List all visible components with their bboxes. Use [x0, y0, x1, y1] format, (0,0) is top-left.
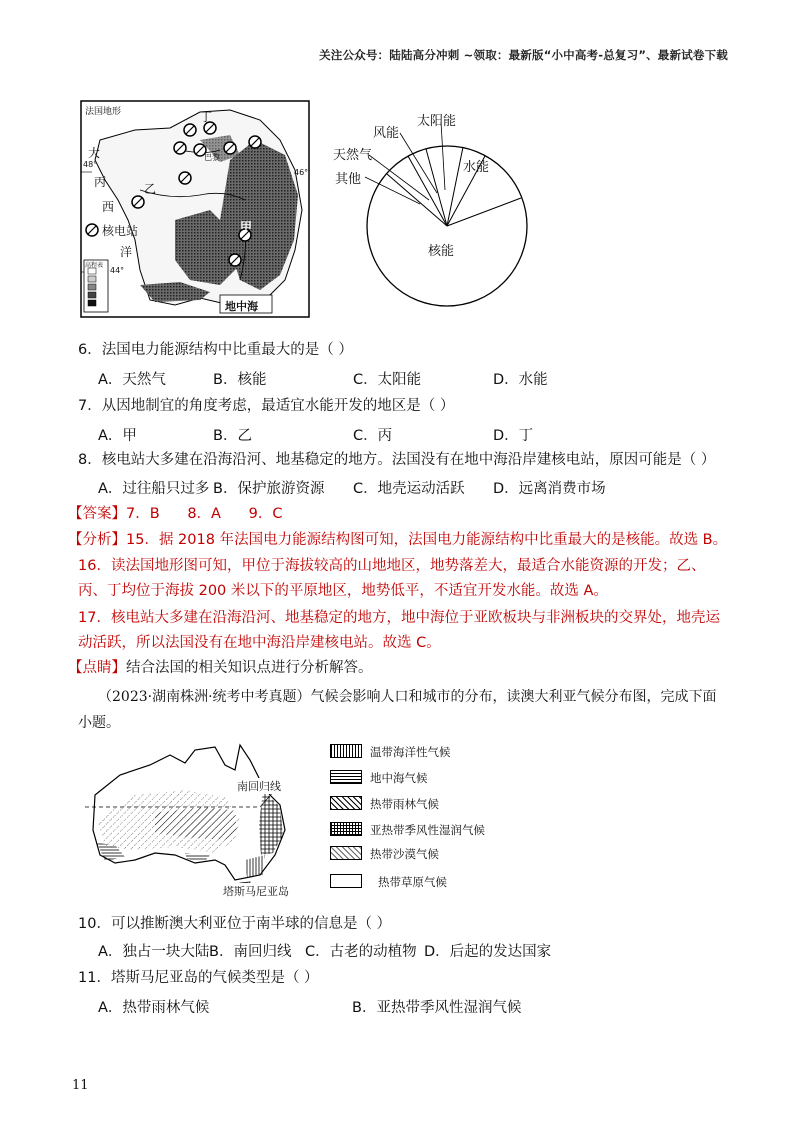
inset-title: 法国地形 — [85, 107, 122, 117]
q11-option-b: B．亚热带季风性湿润气候 — [352, 1000, 522, 1016]
label-ding: 丁 — [200, 110, 213, 124]
question-8: 8．核电站大多建在沿海沿河、地基稳定的地方。法国没有在地中海沿岸建核电站，原因可能是（ ） — [78, 452, 716, 468]
q8-option-c: C．地壳运动活跃 — [353, 481, 465, 497]
q7-option-d: D．丁 — [493, 428, 534, 444]
label-heidianzhan: 核电站 — [102, 224, 139, 238]
question-10: 10．可以推断澳大利亚位于南半球的信息是（ ） — [78, 916, 392, 932]
label-xi: 西 — [102, 200, 115, 214]
legend-swatch-mediterranean — [330, 770, 362, 784]
label-lat44: 44° — [110, 266, 125, 275]
intro-line-2: 小题。 — [78, 715, 120, 731]
france-map-svg — [80, 100, 310, 318]
analysis-tag: 【分析】 — [68, 532, 126, 548]
label-tasmania: 塔斯马尼亚岛 — [223, 885, 289, 898]
q10-option-c: C．古老的动植物 — [305, 944, 417, 960]
legend-subtropical: 亚热带季风性湿润气候 — [370, 823, 485, 837]
label-lat46: 46° — [294, 168, 309, 177]
q8-option-a: A．过往船只过多 — [98, 481, 210, 497]
q7-option-a: A．甲 — [98, 428, 137, 444]
intro-line-1: （2023·湖南株洲·统考中考真题）气候会影响人口和城市的分布，读澳大利亚气候分布图，完成下面 — [98, 689, 717, 705]
q6-option-d: D．水能 — [493, 372, 548, 388]
page-header: 关注公众号：陆陆高分冲刺 ~领取：最新版“小中高考-总复习”、最新试卷下载 — [319, 48, 728, 62]
question-6: 6．法国电力能源结构中比重最大的是（ ） — [78, 342, 353, 358]
answer-text: 7．B 8．A 9．C — [126, 506, 283, 522]
legend-swatch-rainforest — [330, 796, 362, 810]
question-11: 11．塔斯马尼亚岛的气候类型是（ ） — [78, 970, 319, 986]
legend-swatch-savanna — [330, 874, 362, 888]
q6-option-b: B．核能 — [213, 372, 267, 388]
legend-swatch-temperate — [330, 744, 362, 758]
label-jia: 甲 — [240, 220, 253, 234]
q10-option-a: A．独占一块大陆 — [98, 944, 210, 960]
answer-line — [68, 504, 282, 524]
pie-label-solar: 太阳能 — [417, 114, 457, 129]
analysis-16: 16．读法国地形图可知，甲位于海拔较高的山地地区，地势落差大，最适合水能资源的开发；乙、丙、丁均位于海拔 200 米以下的平原地区，地势低平，不适宜开发水能。故选 A。 — [78, 558, 706, 599]
label-tropic: 南回归线 — [237, 780, 281, 793]
label-yang: 洋 — [120, 245, 133, 259]
legend-savanna: 热带草原气候 — [378, 875, 447, 889]
legend-mediterranean: 地中海气候 — [370, 771, 428, 785]
q7-option-b: B．乙 — [213, 428, 252, 444]
comment-line — [68, 658, 373, 678]
q7-option-c: C．丙 — [353, 428, 393, 444]
france-terrain-map — [80, 100, 310, 318]
label-yi: 乙 — [144, 182, 157, 196]
comment-tag: 【点睛】 — [68, 660, 126, 676]
legend-temperate: 温带海洋性气候 — [370, 745, 451, 759]
pie-label-other: 其他 — [335, 172, 362, 187]
label-dizhonghai: 地中海 — [225, 300, 258, 313]
label-lat48: 48° — [83, 160, 98, 169]
q6-option-a: A．天然气 — [98, 372, 166, 388]
label-bali: 巴黎 — [204, 153, 220, 162]
legend-swatch-desert — [330, 846, 362, 860]
analysis-15-text: 15．据 2018 年法国电力能源结构图可知，法国电力能源结构中比重最大的是核能。故选 B。 — [126, 532, 728, 548]
q8-option-b: B．保护旅游资源 — [213, 481, 325, 497]
pie-label-wind: 风能 — [373, 126, 400, 141]
label-bing: 丙 — [94, 175, 107, 189]
q10-option-b: B．南回归线 — [209, 944, 292, 960]
q6-option-c: C．太阳能 — [353, 372, 422, 388]
analysis-17: 17．核电站大多建在沿海沿河、地基稳定的地方，地中海位于亚欧板块与非洲板块的交界处，地壳运动活跃，所以法国没有在地中海沿岸建核电站。故选 C。 — [78, 610, 720, 651]
q11-option-a: A．热带雨林气候 — [98, 1000, 210, 1016]
pie-label-hydro: 水能 — [463, 160, 490, 175]
pie-label-gas: 天然气 — [333, 148, 373, 163]
page-number: 11 — [72, 1078, 89, 1093]
climate-legend — [330, 744, 570, 894]
pie-svg — [325, 100, 535, 335]
legend-rainforest: 热带雨林气候 — [370, 797, 439, 811]
q10-option-d: D．后起的发达国家 — [424, 944, 552, 960]
australia-map-svg — [75, 735, 335, 895]
label-gaocheng: 高程表 — [85, 262, 104, 269]
energy-pie-chart — [325, 100, 535, 335]
pie-label-nuclear: 核能 — [428, 244, 455, 259]
q8-option-d: D．远离消费市场 — [493, 481, 606, 497]
label-da: 大 — [88, 146, 101, 160]
answer-tag: 【答案】 — [68, 506, 126, 522]
analysis-15 — [68, 530, 727, 550]
legend-desert: 热带沙漠气候 — [370, 847, 439, 861]
question-7: 7．从因地制宜的角度考虑，最适宜水能开发的地区是（ ） — [78, 398, 455, 414]
legend-swatch-subtropical — [330, 822, 362, 836]
australia-climate-map — [75, 735, 335, 898]
comment-text: 结合法国的相关知识点进行分析解答。 — [126, 660, 373, 676]
